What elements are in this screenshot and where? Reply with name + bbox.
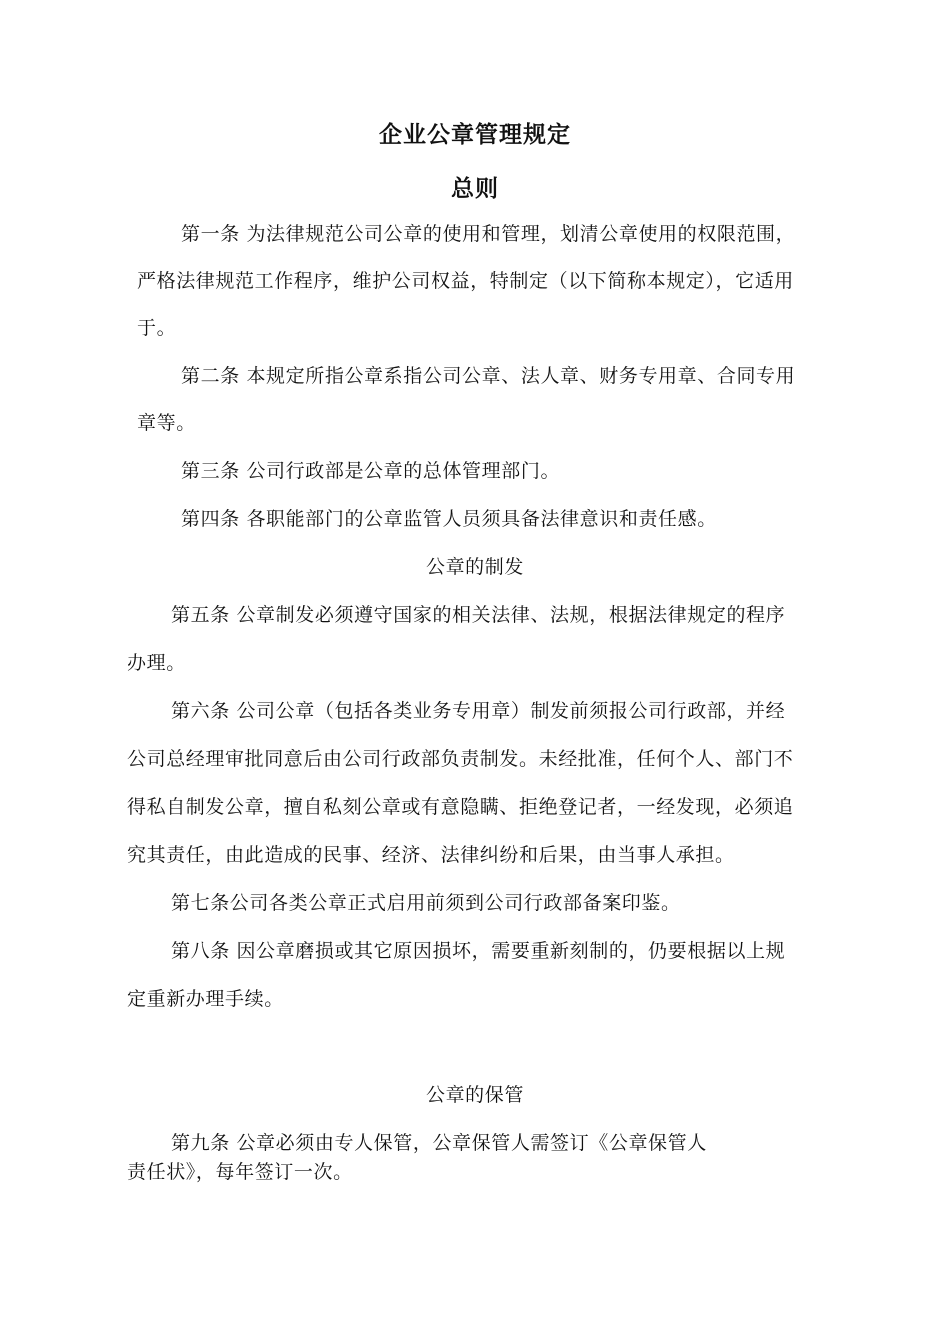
article-2-line-1: 第二条 本规定所指公章系指公司公章、法人章、财务专用章、合同专用 [181,365,796,387]
article-5-line-2: 办理。 [127,652,186,674]
article-5-line-1: 第五条 公章制发必须遵守国家的相关法律、法规，根据法律规定的程序 [171,604,786,626]
article-1-line-1: 第一条 为法律规范公司公章的使用和管理，划清公章使用的权限范围， [181,223,796,245]
article-2-line-2: 章等。 [137,412,196,434]
article-6-line-4: 究其责任，由此造成的民事、经济、法律纠纷和后果，由当事人承担。 [127,844,735,866]
article-8-line-1: 第八条 因公章磨损或其它原因损坏，需要重新刻制的，仍要根据以上规 [171,940,786,962]
article-7: 第七条公司各类公章正式启用前须到公司行政部备案印鉴。 [171,892,681,914]
article-9-line-1: 第九条 公章必须由专人保管，公章保管人需签订《公章保管人 [171,1132,707,1154]
article-6-line-2: 公司总经理审批同意后由公司行政部负责制发。未经批准，任何个人、部门不 [127,748,794,770]
article-8-line-2: 定重新办理手续。 [127,988,284,1010]
article-3: 第三条 公司行政部是公章的总体管理部门。 [181,460,561,482]
chapter-heading-general: 总则 [451,175,499,202]
article-6-line-3: 得私自制发公章，擅自私刻公章或有意隐瞒、拒绝登记者，一经发现，必须追 [127,796,794,818]
section-heading-keep: 公章的保管 [425,1084,524,1106]
section-heading-issue: 公章的制发 [425,556,524,578]
article-4: 第四条 各职能部门的公章监管人员须具备法律意识和责任感。 [181,508,717,530]
article-6-line-1: 第六条 公司公章（包括各类业务专用章）制发前须报公司行政部，并经 [171,700,786,722]
article-9-line-2: 责任状》，每年签订一次。 [127,1161,353,1183]
article-1-line-2: 严格法律规范工作程序，维护公司权益，特制定（以下简称本规定），它适用 [137,270,794,292]
document-title: 企业公章管理规定 [379,121,571,148]
article-1-line-3: 于。 [137,317,177,339]
